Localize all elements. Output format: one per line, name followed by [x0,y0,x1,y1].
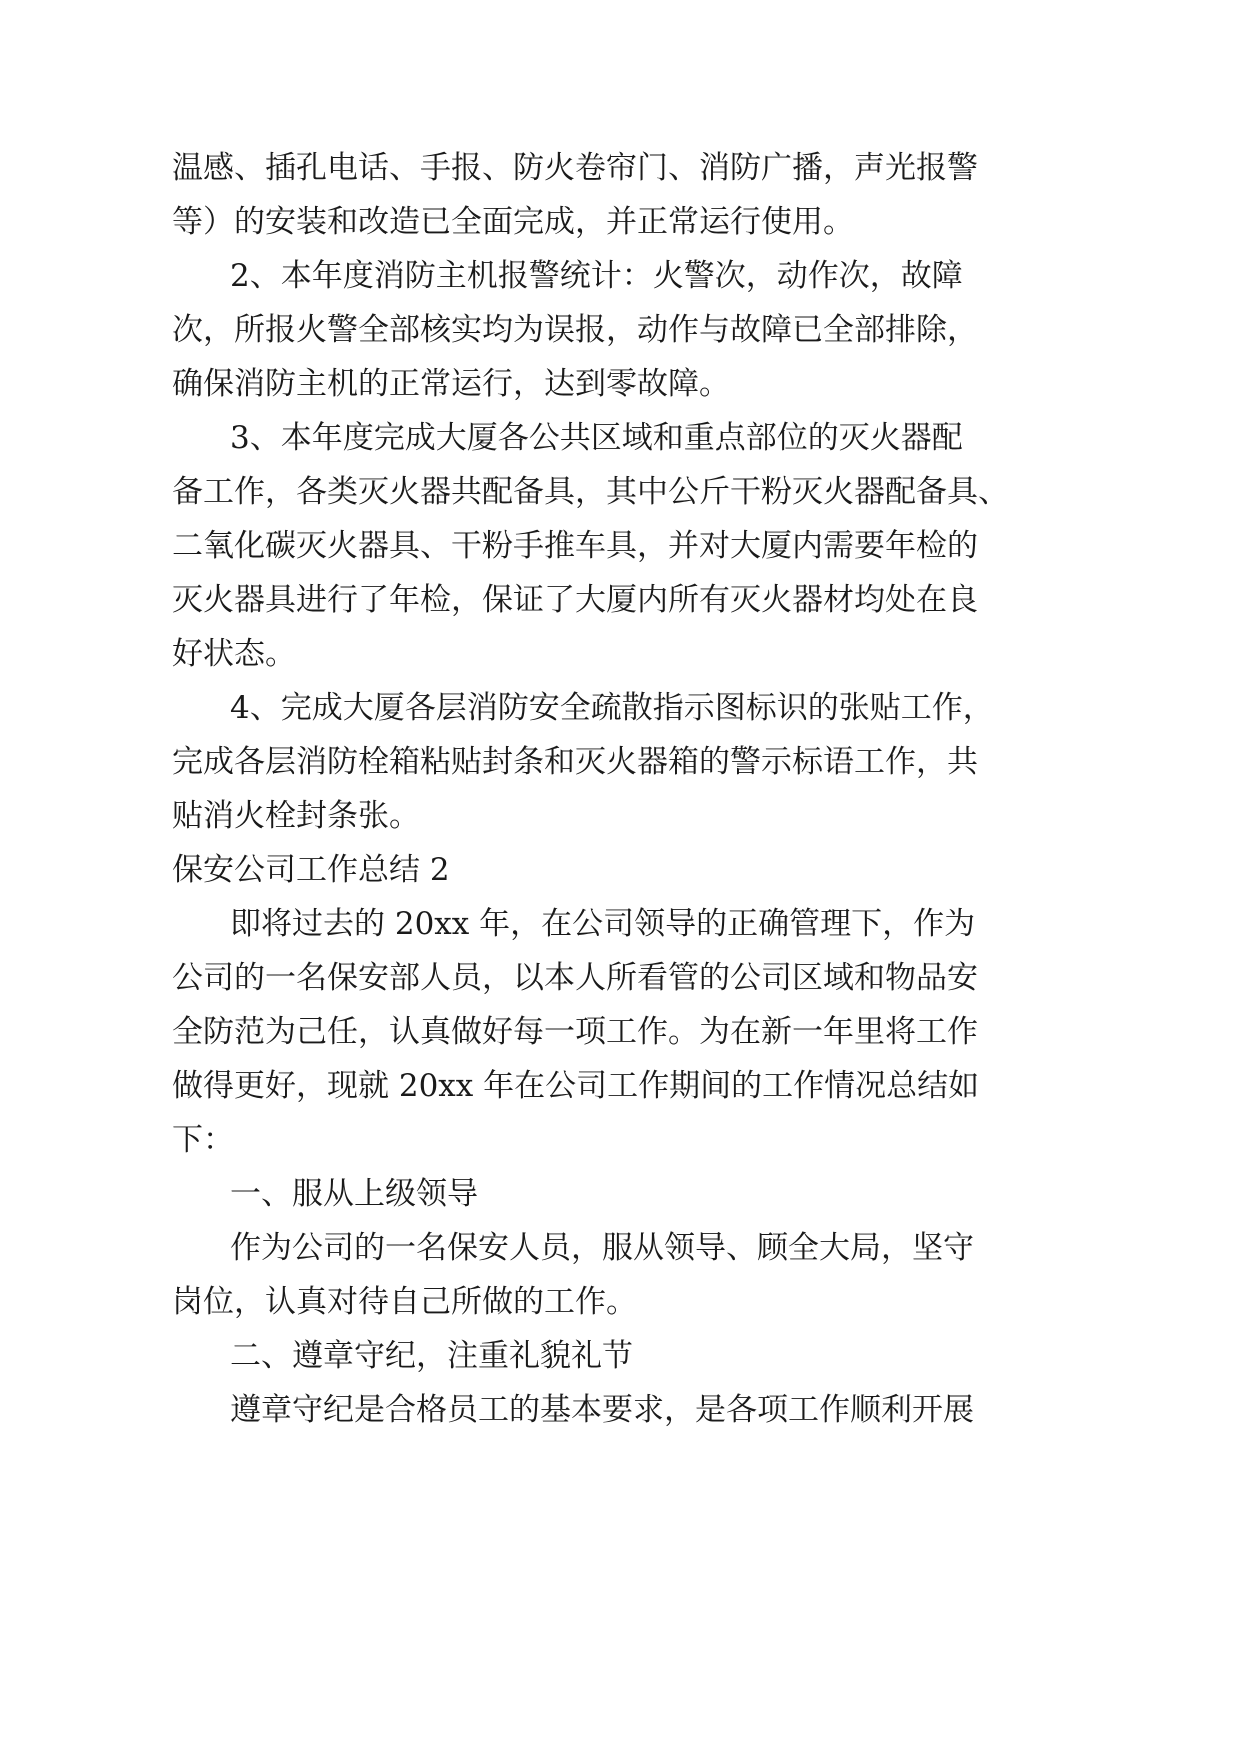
text-line: 3、本年度完成大厦各公共区域和重点部位的灭火器配 [230,420,963,456]
text-line: 温感、插孔电话、手报、防火卷帘门、消防广播，声光报警 [172,150,978,186]
text-line: 做得更好，现就 20xx 年在公司工作期间的工作情况总结如 [172,1068,980,1104]
text-line: 确保消防主机的正常运行，达到零故障。 [172,366,730,402]
text-line: 遵章守纪是合格员工的基本要求，是各项工作顺利开展 [230,1392,974,1428]
text-line: 2、本年度消防主机报警统计：火警次，动作次，故障 [230,258,963,294]
text-line: 灭火器具进行了年检，保证了大厦内所有灭火器材均处在良 [172,582,978,618]
subheading: 二、遵章守纪，注重礼貌礼节 [230,1338,633,1374]
text-line: 完成各层消防栓箱粘贴封条和灭火器箱的警示标语工作，共 [172,744,978,780]
subheading: 一、服从上级领导 [230,1176,478,1212]
text-line: 即将过去的 20xx 年，在公司领导的正确管理下，作为 [230,906,976,942]
text-line: 备工作，各类灭火器共配备具，其中公斤干粉灭火器配备具、 [172,474,1009,510]
text-line: 次，所报火警全部核实均为误报，动作与故障已全部排除， [172,312,978,348]
section-heading: 保安公司工作总结 2 [172,852,450,888]
text-line: 等）的安装和改造已全面完成，并正常运行使用。 [172,204,854,240]
text-line: 好状态。 [172,636,296,672]
text-line: 二氧化碳灭火器具、干粉手推车具，并对大厦内需要年检的 [172,528,978,564]
text-line: 下： [172,1122,234,1158]
text-line: 作为公司的一名保安人员，服从领导、顾全大局，坚守 [230,1230,974,1266]
text-line: 公司的一名保安部人员，以本人所看管的公司区域和物品安 [172,960,978,996]
text-line: 岗位，认真对待自己所做的工作。 [172,1284,637,1320]
text-line: 4、完成大厦各层消防安全疏散指示图标识的张贴工作， [230,690,994,726]
text-line: 全防范为己任，认真做好每一项工作。为在新一年里将工作 [172,1014,978,1050]
text-line: 贴消火栓封条张。 [172,798,420,834]
